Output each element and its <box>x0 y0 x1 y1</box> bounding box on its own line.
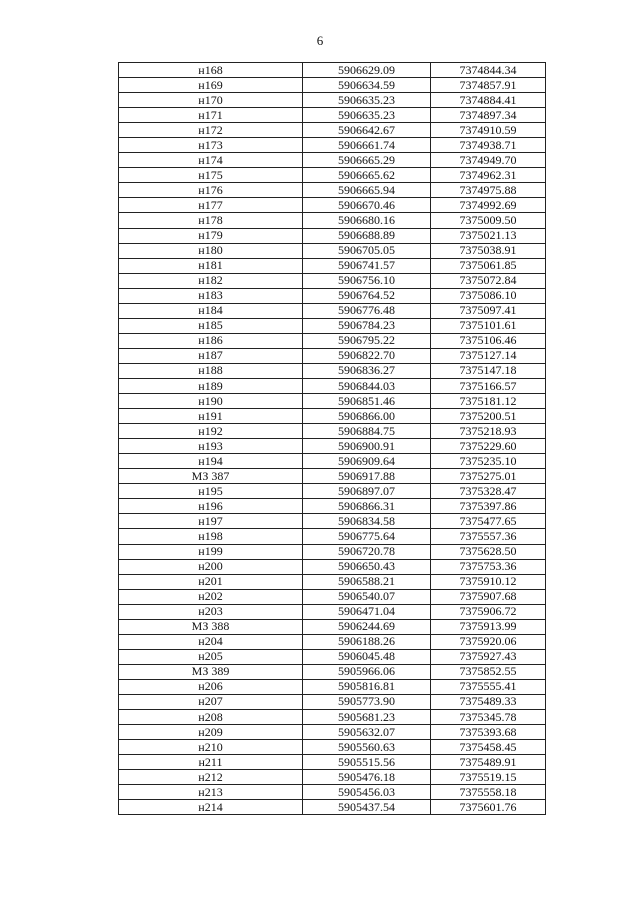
point-name-cell: н208 <box>119 710 303 725</box>
x-coordinate-cell: 5906688.89 <box>303 228 431 243</box>
table-row <box>119 634 546 649</box>
point-name-cell: н212 <box>119 770 303 785</box>
x-coordinate-cell: 5906634.59 <box>303 78 431 93</box>
point-name-cell: н168 <box>119 63 303 78</box>
x-coordinate-cell: 5905681.23 <box>303 710 431 725</box>
table-row <box>119 439 546 454</box>
y-coordinate-cell: 7375328.47 <box>431 484 546 499</box>
table-row <box>119 78 546 93</box>
y-coordinate-cell: 7375910.12 <box>431 574 546 589</box>
y-coordinate-cell: 7375458.45 <box>431 740 546 755</box>
y-coordinate-cell: 7374857.91 <box>431 78 546 93</box>
y-coordinate-cell: 7374975.88 <box>431 183 546 198</box>
point-name-cell: н196 <box>119 499 303 514</box>
x-coordinate-cell: 5906795.22 <box>303 333 431 348</box>
x-coordinate-cell: 5906909.64 <box>303 454 431 469</box>
point-name-cell: МЗ 389 <box>119 664 303 679</box>
x-coordinate-cell: 5906665.94 <box>303 183 431 198</box>
point-name-cell: н207 <box>119 694 303 709</box>
table-row <box>119 153 546 168</box>
table-row <box>119 108 546 123</box>
x-coordinate-cell: 5905773.90 <box>303 694 431 709</box>
x-coordinate-cell: 5906680.16 <box>303 213 431 228</box>
table-row <box>119 273 546 288</box>
table-row <box>119 770 546 785</box>
point-name-cell: н192 <box>119 424 303 439</box>
point-name-cell: н197 <box>119 514 303 529</box>
point-name-cell: н213 <box>119 785 303 800</box>
point-name-cell: н206 <box>119 679 303 694</box>
y-coordinate-cell: 7375628.50 <box>431 544 546 559</box>
x-coordinate-cell: 5906866.31 <box>303 499 431 514</box>
table-row <box>119 484 546 499</box>
y-coordinate-cell: 7375558.18 <box>431 785 546 800</box>
x-coordinate-cell: 5906665.29 <box>303 153 431 168</box>
x-coordinate-cell: 5906045.48 <box>303 649 431 664</box>
y-coordinate-cell: 7374910.59 <box>431 123 546 138</box>
y-coordinate-cell: 7374897.34 <box>431 108 546 123</box>
table-row <box>119 363 546 378</box>
x-coordinate-cell: 5906661.74 <box>303 138 431 153</box>
point-name-cell: н194 <box>119 454 303 469</box>
x-coordinate-cell: 5906588.21 <box>303 574 431 589</box>
point-name-cell: н186 <box>119 333 303 348</box>
x-coordinate-cell: 5905966.06 <box>303 664 431 679</box>
table-row <box>119 168 546 183</box>
x-coordinate-cell: 5906884.75 <box>303 424 431 439</box>
x-coordinate-cell: 5906764.52 <box>303 288 431 303</box>
y-coordinate-cell: 7375097.41 <box>431 303 546 318</box>
y-coordinate-cell: 7375235.10 <box>431 454 546 469</box>
table-row <box>119 243 546 258</box>
y-coordinate-cell: 7375009.50 <box>431 213 546 228</box>
table-row <box>119 348 546 363</box>
table-row <box>119 198 546 213</box>
point-name-cell: н180 <box>119 243 303 258</box>
x-coordinate-cell: 5906650.43 <box>303 559 431 574</box>
table-row <box>119 679 546 694</box>
x-coordinate-cell: 5906917.88 <box>303 469 431 484</box>
y-coordinate-cell: 7375072.84 <box>431 273 546 288</box>
table-row <box>119 559 546 574</box>
x-coordinate-cell: 5906244.69 <box>303 619 431 634</box>
y-coordinate-cell: 7375181.12 <box>431 394 546 409</box>
x-coordinate-cell: 5906776.48 <box>303 303 431 318</box>
table-row <box>119 93 546 108</box>
table-row <box>119 514 546 529</box>
table-row <box>119 604 546 619</box>
point-name-cell: н193 <box>119 439 303 454</box>
table-row <box>119 213 546 228</box>
coordinates-table <box>118 62 546 815</box>
table-row <box>119 183 546 198</box>
point-name-cell: н187 <box>119 348 303 363</box>
table-row <box>119 619 546 634</box>
point-name-cell: н176 <box>119 183 303 198</box>
table-row <box>119 499 546 514</box>
y-coordinate-cell: 7375907.68 <box>431 589 546 604</box>
point-name-cell: н189 <box>119 378 303 393</box>
x-coordinate-cell: 5906756.10 <box>303 273 431 288</box>
y-coordinate-cell: 7374938.71 <box>431 138 546 153</box>
point-name-cell: н203 <box>119 604 303 619</box>
x-coordinate-cell: 5906665.62 <box>303 168 431 183</box>
table-row <box>119 228 546 243</box>
x-coordinate-cell: 5905515.56 <box>303 755 431 770</box>
y-coordinate-cell: 7375218.93 <box>431 424 546 439</box>
x-coordinate-cell: 5905816.81 <box>303 679 431 694</box>
point-name-cell: н205 <box>119 649 303 664</box>
x-coordinate-cell: 5906784.23 <box>303 318 431 333</box>
x-coordinate-cell: 5906471.04 <box>303 604 431 619</box>
point-name-cell: н201 <box>119 574 303 589</box>
coordinates-table-body <box>119 63 546 815</box>
x-coordinate-cell: 5905632.07 <box>303 725 431 740</box>
y-coordinate-cell: 7375519.15 <box>431 770 546 785</box>
table-row <box>119 755 546 770</box>
point-name-cell: н173 <box>119 138 303 153</box>
y-coordinate-cell: 7375753.36 <box>431 559 546 574</box>
table-row <box>119 318 546 333</box>
point-name-cell: н190 <box>119 394 303 409</box>
point-name-cell: МЗ 387 <box>119 469 303 484</box>
table-row <box>119 303 546 318</box>
point-name-cell: н188 <box>119 363 303 378</box>
y-coordinate-cell: 7374992.69 <box>431 198 546 213</box>
point-name-cell: н177 <box>119 198 303 213</box>
y-coordinate-cell: 7375555.41 <box>431 679 546 694</box>
y-coordinate-cell: 7375200.51 <box>431 409 546 424</box>
y-coordinate-cell: 7374962.31 <box>431 168 546 183</box>
table-row <box>119 785 546 800</box>
point-name-cell: н172 <box>119 123 303 138</box>
x-coordinate-cell: 5906897.07 <box>303 484 431 499</box>
point-name-cell: н202 <box>119 589 303 604</box>
table-row <box>119 409 546 424</box>
x-coordinate-cell: 5906834.58 <box>303 514 431 529</box>
table-row <box>119 454 546 469</box>
table-row <box>119 664 546 679</box>
y-coordinate-cell: 7375229.60 <box>431 439 546 454</box>
y-coordinate-cell: 7375061.85 <box>431 258 546 273</box>
y-coordinate-cell: 7374844.34 <box>431 63 546 78</box>
x-coordinate-cell: 5906635.23 <box>303 108 431 123</box>
table-row <box>119 740 546 755</box>
table-row <box>119 333 546 348</box>
table-row <box>119 800 546 815</box>
point-name-cell: н191 <box>119 409 303 424</box>
x-coordinate-cell: 5906642.67 <box>303 123 431 138</box>
point-name-cell: н175 <box>119 168 303 183</box>
point-name-cell: н181 <box>119 258 303 273</box>
x-coordinate-cell: 5906635.23 <box>303 93 431 108</box>
point-name-cell: н204 <box>119 634 303 649</box>
point-name-cell: н185 <box>119 318 303 333</box>
table-row <box>119 424 546 439</box>
x-coordinate-cell: 5906705.05 <box>303 243 431 258</box>
table-row <box>119 469 546 484</box>
table-row <box>119 649 546 664</box>
x-coordinate-cell: 5905456.03 <box>303 785 431 800</box>
page-number: 6 <box>316 33 324 48</box>
y-coordinate-cell: 7375101.61 <box>431 318 546 333</box>
y-coordinate-cell: 7375601.76 <box>431 800 546 815</box>
point-name-cell: МЗ 388 <box>119 619 303 634</box>
x-coordinate-cell: 5905437.54 <box>303 800 431 815</box>
x-coordinate-cell: 5906188.26 <box>303 634 431 649</box>
y-coordinate-cell: 7375038.91 <box>431 243 546 258</box>
x-coordinate-cell: 5906670.46 <box>303 198 431 213</box>
table-row <box>119 574 546 589</box>
point-name-cell: н183 <box>119 288 303 303</box>
y-coordinate-cell: 7375127.14 <box>431 348 546 363</box>
point-name-cell: н210 <box>119 740 303 755</box>
y-coordinate-cell: 7375852.55 <box>431 664 546 679</box>
x-coordinate-cell: 5906775.64 <box>303 529 431 544</box>
x-coordinate-cell: 5906720.78 <box>303 544 431 559</box>
point-name-cell: н199 <box>119 544 303 559</box>
table-row <box>119 725 546 740</box>
point-name-cell: н195 <box>119 484 303 499</box>
x-coordinate-cell: 5906822.70 <box>303 348 431 363</box>
point-name-cell: н169 <box>119 78 303 93</box>
table-row <box>119 589 546 604</box>
point-name-cell: н198 <box>119 529 303 544</box>
x-coordinate-cell: 5906900.91 <box>303 439 431 454</box>
point-name-cell: н174 <box>119 153 303 168</box>
point-name-cell: н182 <box>119 273 303 288</box>
y-coordinate-cell: 7375477.65 <box>431 514 546 529</box>
y-coordinate-cell: 7375393.68 <box>431 725 546 740</box>
table-row <box>119 138 546 153</box>
table-row <box>119 288 546 303</box>
x-coordinate-cell: 5906836.27 <box>303 363 431 378</box>
point-name-cell: н209 <box>119 725 303 740</box>
x-coordinate-cell: 5905560.63 <box>303 740 431 755</box>
x-coordinate-cell: 5906851.46 <box>303 394 431 409</box>
x-coordinate-cell: 5906844.03 <box>303 378 431 393</box>
y-coordinate-cell: 7374949.70 <box>431 153 546 168</box>
y-coordinate-cell: 7375906.72 <box>431 604 546 619</box>
point-name-cell: н171 <box>119 108 303 123</box>
y-coordinate-cell: 7375489.91 <box>431 755 546 770</box>
table-row <box>119 710 546 725</box>
y-coordinate-cell: 7375345.78 <box>431 710 546 725</box>
table-row <box>119 544 546 559</box>
point-name-cell: н200 <box>119 559 303 574</box>
y-coordinate-cell: 7375489.33 <box>431 694 546 709</box>
y-coordinate-cell: 7375557.36 <box>431 529 546 544</box>
table-row <box>119 378 546 393</box>
y-coordinate-cell: 7374884.41 <box>431 93 546 108</box>
point-name-cell: н211 <box>119 755 303 770</box>
y-coordinate-cell: 7375397.86 <box>431 499 546 514</box>
y-coordinate-cell: 7375021.13 <box>431 228 546 243</box>
table-row <box>119 694 546 709</box>
y-coordinate-cell: 7375166.57 <box>431 378 546 393</box>
x-coordinate-cell: 5905476.18 <box>303 770 431 785</box>
point-name-cell: н184 <box>119 303 303 318</box>
table-row <box>119 258 546 273</box>
y-coordinate-cell: 7375147.18 <box>431 363 546 378</box>
point-name-cell: н179 <box>119 228 303 243</box>
table-row <box>119 63 546 78</box>
table-row <box>119 394 546 409</box>
y-coordinate-cell: 7375920.06 <box>431 634 546 649</box>
point-name-cell: н214 <box>119 800 303 815</box>
x-coordinate-cell: 5906741.57 <box>303 258 431 273</box>
x-coordinate-cell: 5906866.00 <box>303 409 431 424</box>
table-row <box>119 529 546 544</box>
point-name-cell: н170 <box>119 93 303 108</box>
table-row <box>119 123 546 138</box>
y-coordinate-cell: 7375275.01 <box>431 469 546 484</box>
x-coordinate-cell: 5906629.09 <box>303 63 431 78</box>
y-coordinate-cell: 7375927.43 <box>431 649 546 664</box>
y-coordinate-cell: 7375086.10 <box>431 288 546 303</box>
y-coordinate-cell: 7375913.99 <box>431 619 546 634</box>
point-name-cell: н178 <box>119 213 303 228</box>
x-coordinate-cell: 5906540.07 <box>303 589 431 604</box>
y-coordinate-cell: 7375106.46 <box>431 333 546 348</box>
